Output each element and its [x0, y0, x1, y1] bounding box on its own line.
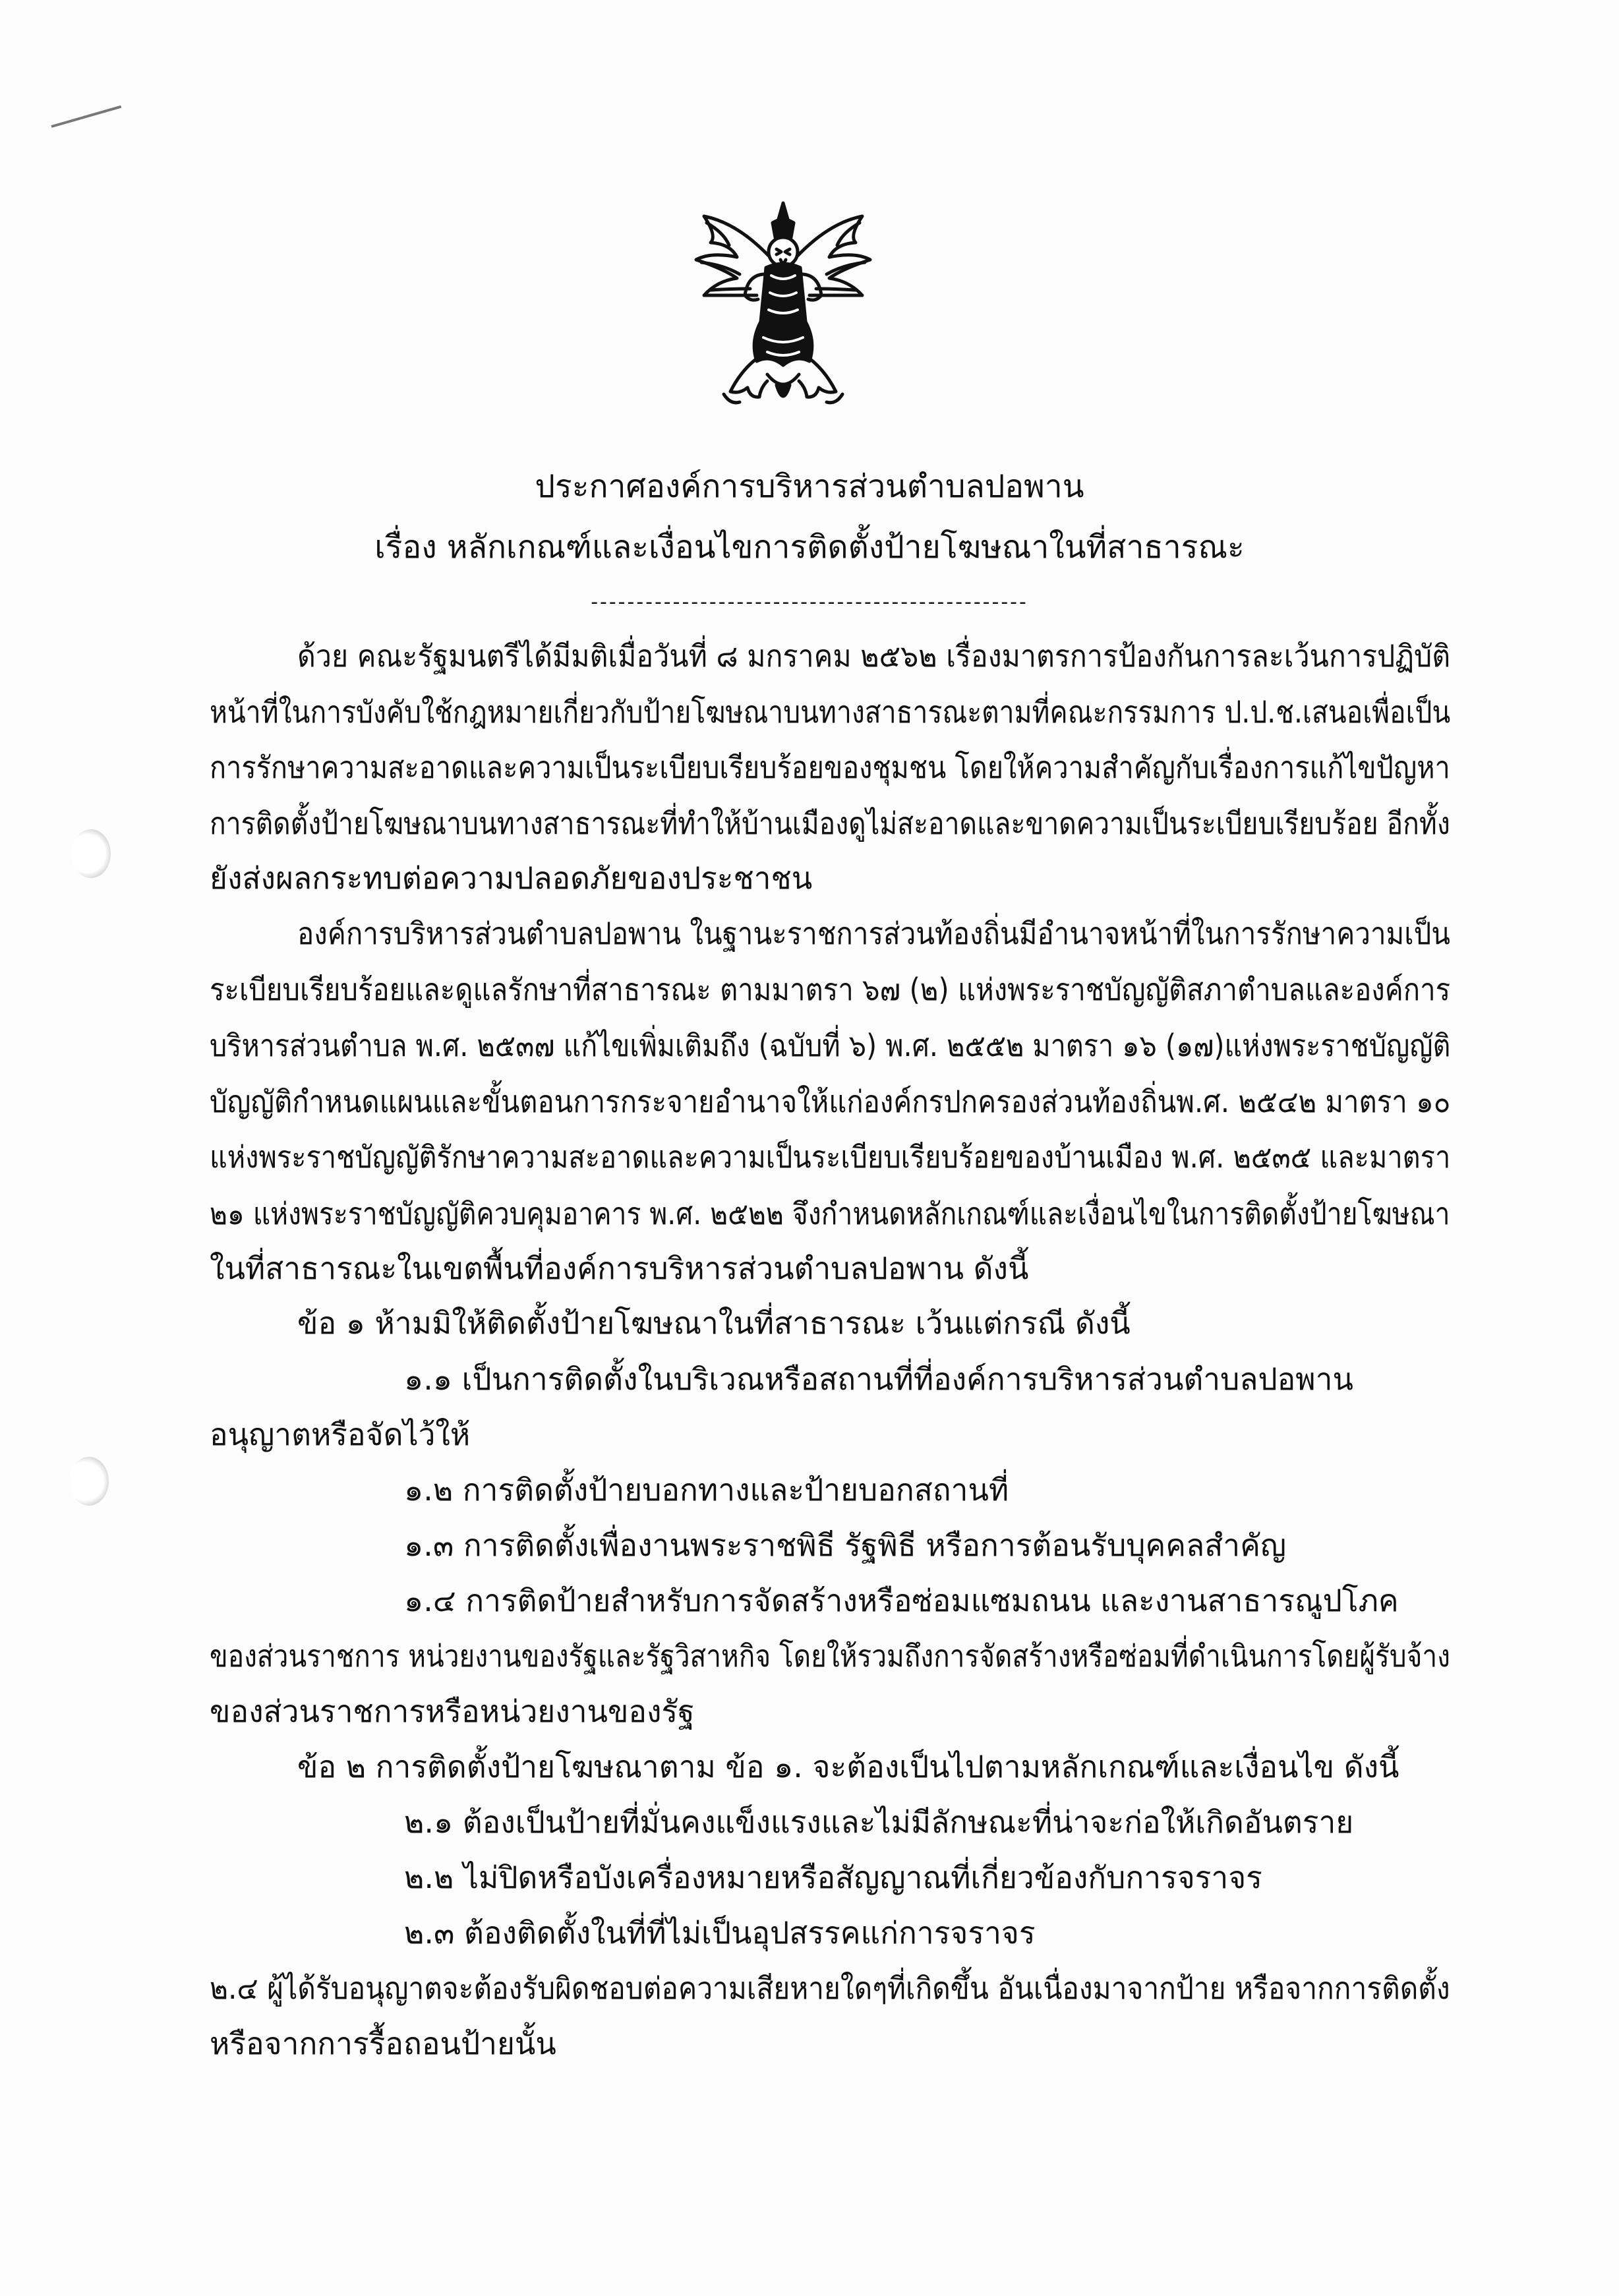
paragraph-line: บริหารส่วนตำบล พ.ศ. ๒๕๓๗ แก้ไขเพิ่มเติมถึง (ฉบับที่ ๖) พ.ศ. ๒๕๕๒ มาตรา ๑๖ (๑๗)แห่งพระราชบัญญัติ [210, 1028, 1451, 1063]
clause-item: อนุญาตหรือจัดไว้ให้ [210, 1417, 471, 1452]
paragraph-line: หน้าที่ในการบังคับใช้กฎหมายเกี่ยวกับป้ายโฆษณาบนทางสาธารณะตามที่คณะกรรมการ ป.ป.ช.เสนอเพื่อเป็น [210, 694, 1451, 730]
paragraph-line: บัญญัติกำหนดแผนและขั้นตอนการกระจายอำนาจให้แก่องค์กรปกครองส่วนท้องถิ่นพ.ศ. ๒๕๔๒ มาตรา ๑๐ [210, 1084, 1451, 1119]
clause-item: ของส่วนราชการหรือหน่วยงานของรัฐ [210, 1693, 695, 1729]
clause-item: หรือจากการรื้อถอนป้ายนั้น [210, 2026, 556, 2061]
paragraph-line: การรักษาความสะอาดและความเป็นระเบียบเรียบร้อยของชุมชน โดยให้ความสำคัญกับเรื่องการแก้ไขปัญหา [210, 750, 1450, 785]
clause-item: ๒.๑ ต้องเป็นป้ายที่มั่นคงแข็งแรงและไม่มีลักษณะที่น่าจะก่อให้เกิดอันตราย [404, 1804, 1354, 1840]
clause-item: ๒.๒ ไม่ปิดหรือบังเครื่องหมายหรือสัญญาณที่เกี่ยวข้องกับการจราจร [404, 1860, 1262, 1895]
announcement-title: ประกาศองค์การบริหารส่วนตำบลปอพาน [535, 468, 1084, 505]
clause-item: ๑.๓ การติดตั้งเพื่องานพระราชพิธี รัฐพิธี หรือการต้อนรับบุคคลสำคัญ [404, 1527, 1287, 1563]
clause-item: ๑.๔ การติดป้ายสำหรับการจัดสร้างหรือซ่อมแซมถนน และงานสาธารณูปโภค [404, 1583, 1399, 1618]
clause-item: ๒.๔ ผู้ได้รับอนุญาตจะต้องรับผิดชอบต่อความเสียหายใดๆที่เกิดขึ้น อันเนื่องมาจากป้าย หรือจากการติดตั้ง [210, 1970, 1450, 2006]
clause-item: ๒.๓ ต้องติดตั้งในที่ที่ไม่เป็นอุปสรรคแก่การจราจร [404, 1915, 1036, 1951]
clause-item: ๑.๑ เป็นการติดตั้งในบริเวณหรือสถานที่ที่องค์การบริหารส่วนตำบลปอพาน [404, 1361, 1353, 1397]
paragraph-line: องค์การบริหารส่วนตำบลปอพาน ในฐานะราชการส่วนท้องถิ่นมีอำนาจหน้าที่ในการรักษาความเป็น [297, 916, 1451, 951]
paragraph-line: ด้วย คณะรัฐมนตรีได้มีมติเมื่อวันที่ ๘ มกราคม ๒๕๖๒ เรื่องมาตรการป้องกันการละเว้นการปฏิบัติ [297, 638, 1451, 674]
garuda-emblem-icon [684, 196, 882, 414]
punch-hole [69, 1457, 109, 1506]
paragraph-line: แห่งพระราชบัญญัติรักษาความสะอาดและความเป็นระเบียบเรียบร้อยของบ้านเมือง พ.ศ. ๒๕๓๕ และมาตรา [210, 1139, 1451, 1175]
paragraph-line: การติดตั้งป้ายโฆษณาบนทางสาธารณะที่ทำให้บ้านเมืองดูไม่สะอาดและขาดความเป็นระเบียบเรียบร้อย อีกทั้ง [210, 806, 1450, 841]
clause-item: ของส่วนราชการ หน่วยงานของรัฐและรัฐวิสาหกิจ โดยให้รวมถึงการจัดสร้างหรือซ่อมที่ดำเนินการโดยผู้รับจ้าง [210, 1638, 1450, 1674]
separator-line: ------------------------------------------------ [591, 591, 1028, 614]
paragraph-line: ๒๑ แห่งพระราชบัญญัติควบคุมอาคาร พ.ศ. ๒๕๒๒ จึงกำหนดหลักเกณฑ์และเงื่อนไขในการติดตั้งป้ายโฆษณา [210, 1196, 1450, 1231]
clause-item: ๑.๒ การติดตั้งป้ายบอกทางและป้ายบอกสถานที่ [404, 1472, 1009, 1508]
announcement-subject: เรื่อง หลักเกณฑ์และเงื่อนไขการติดตั้งป้ายโฆษณาในที่สาธารณะ [374, 529, 1245, 566]
clause-heading: ข้อ ๑ ห้ามมิให้ติดตั้งป้ายโฆษณาในที่สาธารณะ เว้นแต่กรณี ดังนี้ [297, 1305, 1131, 1341]
punch-hole [71, 829, 111, 878]
clause-heading: ข้อ ๒ การติดตั้งป้ายโฆษณาตาม ข้อ ๑. จะต้องเป็นไปตามหลักเกณฑ์และเงื่อนไข ดังนี้ [297, 1749, 1399, 1784]
paragraph-line: ยังส่งผลกระทบต่อความปลอดภัยของประชาชน [210, 860, 813, 896]
scan-mark [51, 105, 121, 128]
paragraph-line: ระเบียบเรียบร้อยและดูแลรักษาที่สาธารณะ ตามมาตรา ๖๗ (๒) แห่งพระราชบัญญัติสภาตำบลและองค์การ [210, 972, 1451, 1007]
paragraph-line: ในที่สาธารณะในเขตพื้นที่องค์การบริหารส่วนตำบลปอพาน ดังนี้ [210, 1251, 1029, 1286]
